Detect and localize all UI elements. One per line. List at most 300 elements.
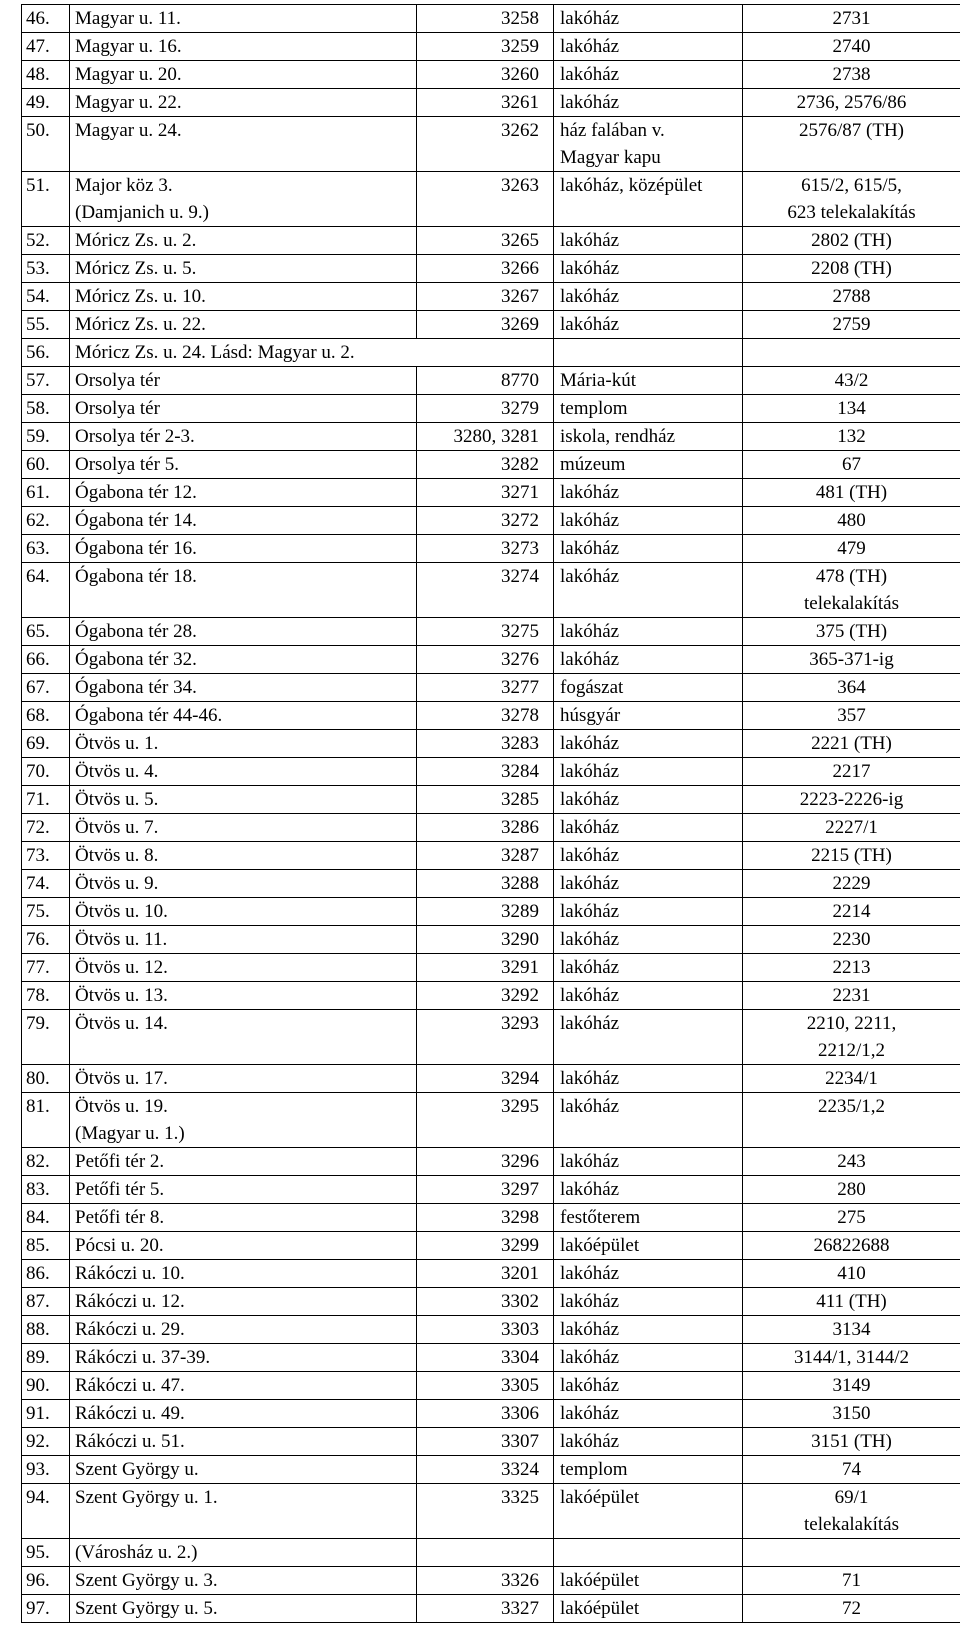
use-cell-text: lakóház [560, 1096, 620, 1117]
row-number-cell [22, 954, 70, 982]
hrsz-cell [417, 786, 554, 814]
parcel-cell-text: 481 (TH) [815, 482, 888, 503]
use-cell [554, 5, 743, 33]
parcel-cell [743, 1484, 960, 1539]
use-cell-text: lakóház [560, 314, 620, 335]
table-row [22, 1567, 960, 1595]
hrsz-cell-text: 3273 [501, 538, 539, 559]
use-cell-text: lakóház [560, 1291, 620, 1312]
document-page [21, 4, 960, 1623]
hrsz-cell [417, 1344, 554, 1372]
row-number-cell-text: 77. [26, 957, 50, 978]
use-cell-text: iskola, rendház [560, 426, 676, 447]
address-cell [70, 730, 417, 758]
use-cell [554, 618, 743, 646]
parcel-cell [743, 842, 960, 870]
use-cell [554, 367, 743, 395]
parcel-cell [743, 423, 960, 451]
address-cell [70, 618, 417, 646]
hrsz-cell-text: 3277 [501, 677, 539, 698]
hrsz-cell-text: 3262 [501, 120, 539, 141]
row-number-cell-text: 79. [26, 1013, 50, 1034]
table-row [22, 674, 960, 702]
row-number-cell [22, 507, 70, 535]
hrsz-cell [417, 227, 554, 255]
row-number-cell-text: 69. [26, 733, 50, 754]
row-number-cell [22, 339, 70, 367]
hrsz-cell [417, 395, 554, 423]
row-number-cell [22, 898, 70, 926]
parcel-cell-text: 43/2 [834, 370, 869, 391]
parcel-cell [743, 507, 960, 535]
parcel-cell [743, 283, 960, 311]
row-number-cell [22, 618, 70, 646]
row-number-cell [22, 814, 70, 842]
address-cell-text: Ötvös u. 13. [75, 985, 168, 1006]
parcel-cell-text: 2230 [832, 929, 871, 950]
address-cell-text: Ötvös u. 12. [75, 957, 168, 978]
row-number-cell-text: 86. [26, 1263, 50, 1284]
hrsz-cell [417, 1400, 554, 1428]
row-number-cell-text: 85. [26, 1235, 50, 1256]
row-number-cell-text: 76. [26, 929, 50, 950]
use-cell [554, 227, 743, 255]
table-row [22, 1065, 960, 1093]
hrsz-cell-text: 3263 [501, 175, 539, 196]
row-number-cell [22, 61, 70, 89]
row-number-cell-text: 55. [26, 314, 50, 335]
parcel-cell-text: 2210, 2211, [806, 1013, 897, 1034]
parcel-cell-text: 2221 (TH) [811, 733, 892, 754]
hrsz-cell-text: 3284 [501, 761, 539, 782]
hrsz-cell-text: 3288 [501, 873, 539, 894]
parcel-cell-text: 2234/1 [825, 1068, 878, 1089]
hrsz-cell-text: 3292 [501, 985, 539, 1006]
table-row [22, 1595, 960, 1623]
table-row [22, 255, 960, 283]
row-number-cell-text: 64. [26, 566, 50, 587]
parcel-cell-text: 3151 (TH) [811, 1431, 892, 1452]
use-cell-text: lakóépület [560, 1570, 640, 1591]
hrsz-cell-text: 3260 [501, 64, 539, 85]
hrsz-cell [417, 1010, 554, 1065]
use-cell-text: lakóház [560, 1068, 620, 1089]
address-cell [70, 1372, 417, 1400]
use-cell [554, 1456, 743, 1484]
address-cell [70, 255, 417, 283]
hrsz-cell-text: 3282 [501, 454, 539, 475]
address-cell-text: Magyar u. 16. [75, 36, 182, 57]
address-cell-text: Ógabona tér 18. [75, 566, 197, 587]
row-number-cell-text: 91. [26, 1403, 50, 1424]
address-cell [70, 1344, 417, 1372]
row-number-cell-text: 61. [26, 482, 50, 503]
address-cell [70, 1288, 417, 1316]
use-cell-text: lakóház [560, 1013, 620, 1034]
address-cell-text: Orsolya tér 2-3. [75, 426, 195, 447]
use-cell-text: lakóépület [560, 1235, 640, 1256]
parcel-cell [743, 1260, 960, 1288]
use-cell-text: lakóház [560, 1263, 620, 1284]
use-cell [554, 1484, 743, 1539]
row-number-cell [22, 926, 70, 954]
parcel-cell [743, 1428, 960, 1456]
parcel-cell-text: 2223-2226-ig [799, 789, 904, 810]
address-cell [70, 1595, 417, 1623]
use-cell [554, 507, 743, 535]
row-number-cell-text: 88. [26, 1319, 50, 1340]
row-number-cell [22, 1539, 70, 1567]
address-cell [70, 5, 417, 33]
row-number-cell-text: 94. [26, 1487, 50, 1508]
use-cell-text: lakóház [560, 510, 620, 531]
table-row [22, 786, 960, 814]
address-cell [70, 674, 417, 702]
address-cell [70, 1093, 417, 1148]
hrsz-cell-text: 3324 [501, 1459, 539, 1480]
hrsz-cell [417, 1567, 554, 1595]
parcel-cell [743, 451, 960, 479]
parcel-cell [743, 33, 960, 61]
hrsz-cell-text: 3285 [501, 789, 539, 810]
use-cell [554, 1372, 743, 1400]
table-row [22, 926, 960, 954]
address-cell [70, 423, 417, 451]
parcel-cell-text: 2214 [832, 901, 871, 922]
use-cell [554, 423, 743, 451]
hrsz-cell-text: 3275 [501, 621, 539, 642]
parcel-cell [743, 1204, 960, 1232]
parcel-cell [743, 535, 960, 563]
table-row [22, 1232, 960, 1260]
hrsz-cell [417, 702, 554, 730]
hrsz-cell-text: 3303 [501, 1319, 539, 1340]
hrsz-cell [417, 172, 554, 227]
use-cell-text: templom [560, 398, 628, 419]
table-row [22, 842, 960, 870]
row-number-cell-text: 95. [26, 1542, 50, 1563]
address-cell [70, 1428, 417, 1456]
parcel-cell [743, 172, 960, 227]
parcel-cell-text: 2213 [832, 957, 871, 978]
row-number-cell [22, 870, 70, 898]
row-number-cell-text: 90. [26, 1375, 50, 1396]
address-cell-text: Ógabona tér 14. [75, 510, 197, 531]
hrsz-cell [417, 283, 554, 311]
parcel-cell [743, 61, 960, 89]
parcel-cell-text: 26822688 [813, 1235, 890, 1256]
hrsz-cell-text: 3302 [501, 1291, 539, 1312]
address-cell [70, 926, 417, 954]
parcel-cell-text: 72 [842, 1598, 861, 1619]
row-number-cell-text: 74. [26, 873, 50, 894]
parcel-cell [743, 1344, 960, 1372]
use-cell-text: festőterem [560, 1207, 641, 1228]
hrsz-cell-text: 3325 [501, 1487, 539, 1508]
row-number-cell-text: 49. [26, 92, 50, 113]
parcel-cell [743, 870, 960, 898]
address-cell [70, 227, 417, 255]
parcel-cell [743, 1065, 960, 1093]
row-number-cell [22, 1344, 70, 1372]
hrsz-cell-text: 3269 [501, 314, 539, 335]
hrsz-cell-text: 3305 [501, 1375, 539, 1396]
use-cell [554, 898, 743, 926]
hrsz-cell [417, 1595, 554, 1623]
row-number-cell [22, 535, 70, 563]
use-cell-text: lakóház [560, 230, 620, 251]
use-cell [554, 1204, 743, 1232]
use-cell-text: lakóház [560, 258, 620, 279]
use-cell [554, 870, 743, 898]
hrsz-cell [417, 61, 554, 89]
parcel-cell [743, 1400, 960, 1428]
hrsz-cell-text: 3258 [501, 8, 539, 29]
row-number-cell-text: 82. [26, 1151, 50, 1172]
use-cell [554, 758, 743, 786]
use-cell-text: lakóház [560, 482, 620, 503]
row-number-cell-text: 84. [26, 1207, 50, 1228]
row-number-cell-text: 93. [26, 1459, 50, 1480]
table-row [22, 1260, 960, 1288]
use-cell-text: lakóház [560, 286, 620, 307]
row-number-cell-text: 46. [26, 8, 50, 29]
hrsz-cell [417, 1260, 554, 1288]
address-cell-text: Ötvös u. 7. [75, 817, 159, 838]
address-cell [70, 1010, 417, 1065]
parcel-cell-text: 2208 (TH) [811, 258, 892, 279]
use-cell-text: lakóház [560, 985, 620, 1006]
address-cell-text: Orsolya tér [75, 398, 160, 419]
address-cell-text: Móricz Zs. u. 22. [75, 314, 206, 335]
table-row [22, 702, 960, 730]
table-row [22, 563, 960, 618]
use-cell-text: lakóház [560, 8, 620, 29]
row-number-cell-text: 92. [26, 1431, 50, 1452]
address-cell-text: Rákóczi u. 49. [75, 1403, 185, 1424]
table-row [22, 1204, 960, 1232]
address-cell [70, 758, 417, 786]
row-number-cell-text: 51. [26, 175, 50, 196]
address-cell-text: Rákóczi u. 12. [75, 1291, 185, 1312]
use-cell-text: lakóház [560, 901, 620, 922]
table-row [22, 5, 960, 33]
address-cell [70, 982, 417, 1010]
parcel-cell [743, 1539, 960, 1567]
address-cell-text: Ötvös u. 9. [75, 873, 159, 894]
use-cell-text: múzeum [560, 454, 626, 475]
row-number-cell [22, 423, 70, 451]
use-cell [554, 61, 743, 89]
parcel-cell [743, 563, 960, 618]
row-number-cell [22, 1176, 70, 1204]
use-cell [554, 255, 743, 283]
address-cell-text: Orsolya tér 5. [75, 454, 179, 475]
parcel-cell-text: 67 [842, 454, 861, 475]
row-number-cell [22, 1316, 70, 1344]
row-number-cell [22, 1065, 70, 1093]
parcel-cell [743, 227, 960, 255]
hrsz-cell [417, 507, 554, 535]
address-cell-text: Szent György u. 1. [75, 1487, 218, 1508]
hrsz-cell [417, 954, 554, 982]
parcel-cell [743, 702, 960, 730]
address-cell [70, 1204, 417, 1232]
address-cell-text: (Városház u. 2.) [75, 1542, 198, 1563]
hrsz-cell-text: 3296 [501, 1151, 539, 1172]
parcel-cell-text: 2731 [832, 8, 871, 29]
hrsz-cell [417, 33, 554, 61]
use-cell [554, 1344, 743, 1372]
address-cell-text: Magyar u. 24. [75, 120, 182, 141]
row-number-cell [22, 702, 70, 730]
use-cell [554, 89, 743, 117]
hrsz-cell-text: 3261 [501, 92, 539, 113]
hrsz-cell-text: 3286 [501, 817, 539, 838]
use-cell-text: lakóház [560, 1375, 620, 1396]
hrsz-cell [417, 1539, 554, 1567]
parcel-cell [743, 674, 960, 702]
row-number-cell [22, 1010, 70, 1065]
row-number-cell-text: 67. [26, 677, 50, 698]
parcel-cell-text: 2227/1 [825, 817, 878, 838]
table-row [22, 1344, 960, 1372]
row-number-cell [22, 1372, 70, 1400]
hrsz-cell-text: 3307 [501, 1431, 539, 1452]
table-row [22, 1400, 960, 1428]
table-row [22, 367, 960, 395]
row-number-cell [22, 1093, 70, 1148]
address-cell-text: (Damjanich u. 9.) [75, 202, 210, 223]
hrsz-cell [417, 1065, 554, 1093]
address-cell [70, 311, 417, 339]
row-number-cell [22, 1595, 70, 1623]
parcel-cell [743, 1567, 960, 1595]
use-cell [554, 117, 743, 172]
row-number-cell [22, 479, 70, 507]
parcel-cell-text: 615/2, 615/5, [801, 175, 902, 196]
address-cell [70, 1148, 417, 1176]
hrsz-cell [417, 1288, 554, 1316]
parcel-cell [743, 982, 960, 1010]
parcel-cell-text: 2217 [832, 761, 871, 782]
hrsz-cell-text: 3327 [501, 1598, 539, 1619]
row-number-cell [22, 311, 70, 339]
hrsz-cell-text: 3297 [501, 1179, 539, 1200]
hrsz-cell-text: 3266 [501, 258, 539, 279]
use-cell-text: lakóház [560, 1347, 620, 1368]
hrsz-cell [417, 982, 554, 1010]
address-cell [70, 646, 417, 674]
table-row [22, 33, 960, 61]
parcel-cell [743, 1595, 960, 1623]
use-cell-text: lakóház [560, 64, 620, 85]
address-cell [70, 702, 417, 730]
row-number-cell-text: 57. [26, 370, 50, 391]
row-number-cell [22, 982, 70, 1010]
table-row [22, 1539, 960, 1567]
hrsz-cell-text: 3298 [501, 1207, 539, 1228]
row-number-cell-text: 78. [26, 985, 50, 1006]
hrsz-cell [417, 926, 554, 954]
row-number-cell-text: 53. [26, 258, 50, 279]
parcel-cell [743, 618, 960, 646]
hrsz-cell [417, 5, 554, 33]
address-cell [70, 507, 417, 535]
hrsz-cell-text: 3289 [501, 901, 539, 922]
parcel-cell [743, 786, 960, 814]
hrsz-cell [417, 1372, 554, 1400]
table-row [22, 395, 960, 423]
use-cell [554, 646, 743, 674]
address-cell-text: Ötvös u. 8. [75, 845, 159, 866]
parcel-cell [743, 1093, 960, 1148]
table-row [22, 479, 960, 507]
hrsz-cell [417, 1456, 554, 1484]
table-row [22, 1288, 960, 1316]
table-row [22, 1176, 960, 1204]
row-number-cell-text: 83. [26, 1179, 50, 1200]
address-cell [70, 1176, 417, 1204]
row-number-cell [22, 674, 70, 702]
use-cell-text: lakóház [560, 36, 620, 57]
hrsz-cell [417, 674, 554, 702]
parcel-cell-text: 2576/87 (TH) [798, 120, 904, 141]
parcel-cell-text: 280 [837, 1179, 866, 1200]
row-number-cell [22, 563, 70, 618]
parcel-cell-text: 2235/1,2 [817, 1096, 886, 1117]
use-cell [554, 1595, 743, 1623]
hrsz-cell-text: 3276 [501, 649, 539, 670]
use-cell [554, 563, 743, 618]
use-cell [554, 1065, 743, 1093]
parcel-cell [743, 89, 960, 117]
address-cell-text: Ötvös u. 14. [75, 1013, 168, 1034]
table-row [22, 1428, 960, 1456]
row-number-cell-text: 70. [26, 761, 50, 782]
hrsz-cell-text: 3295 [501, 1096, 539, 1117]
table-row [22, 1316, 960, 1344]
hrsz-cell-text: 8770 [501, 370, 539, 391]
row-number-cell-text: 56. [26, 342, 50, 363]
table-row [22, 758, 960, 786]
address-cell-text: Ógabona tér 34. [75, 677, 197, 698]
hrsz-cell [417, 563, 554, 618]
hrsz-cell-text: 3265 [501, 230, 539, 251]
hrsz-cell-text: 3278 [501, 705, 539, 726]
address-cell-text: Ógabona tér 44-46. [75, 705, 223, 726]
row-number-cell [22, 255, 70, 283]
row-number-cell-text: 50. [26, 120, 50, 141]
parcel-cell [743, 926, 960, 954]
parcel-cell-text: 243 [837, 1151, 866, 1172]
address-cell [70, 451, 417, 479]
parcel-cell-text: 2215 (TH) [811, 845, 892, 866]
parcel-cell-text: 365-371-ig [809, 649, 894, 670]
row-number-cell [22, 758, 70, 786]
use-cell [554, 311, 743, 339]
row-number-cell [22, 5, 70, 33]
parcel-cell-text: 3134 [832, 1319, 871, 1340]
use-cell [554, 926, 743, 954]
use-cell-text: Magyar kapu [560, 147, 661, 168]
use-cell-text: lakóház [560, 92, 620, 113]
use-cell-text: lakóház [560, 957, 620, 978]
address-cell [70, 535, 417, 563]
use-cell [554, 33, 743, 61]
use-cell [554, 283, 743, 311]
address-cell [70, 1484, 417, 1539]
